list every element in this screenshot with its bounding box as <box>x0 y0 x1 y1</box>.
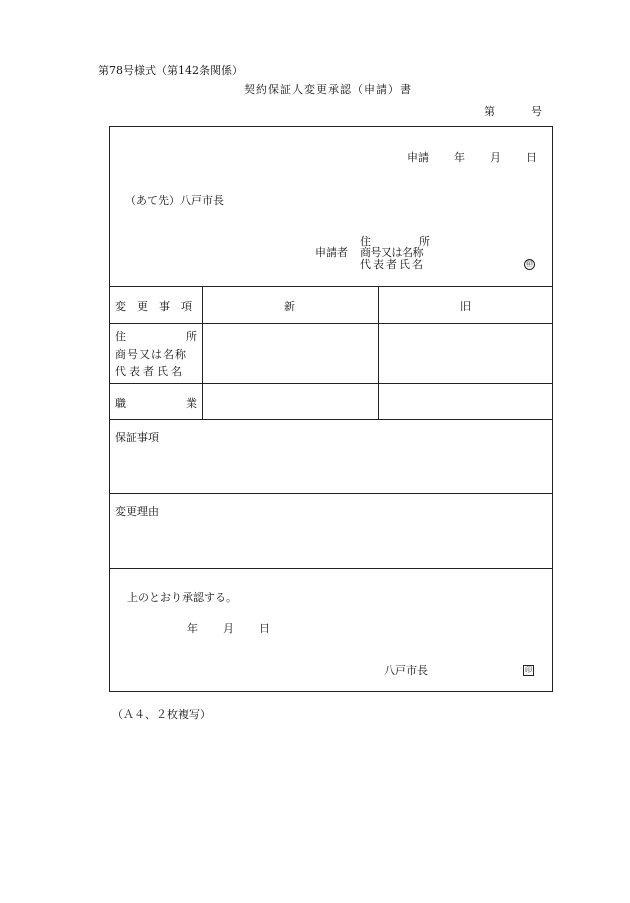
address-row-label <box>115 328 197 344</box>
reason-label: 変更理由 <box>115 505 159 518</box>
seal-icon: 印 <box>525 666 532 674</box>
application-year: 年 <box>454 151 465 164</box>
approval-day: 日 <box>259 622 270 635</box>
mayor-label: 八戸市長 <box>384 664 428 677</box>
trade-name-row-label: 商号又は名称 <box>115 348 187 361</box>
document-title: 契約保証人変更承認（申請）書 <box>244 83 412 96</box>
mayor-seal <box>523 662 534 676</box>
divider <box>110 419 552 420</box>
approval-text: 上のとおり承認する。 <box>127 591 237 604</box>
approval-month: 月 <box>223 622 234 635</box>
occupation-row-label <box>115 395 197 411</box>
representative-name-label: 代表者氏名 <box>360 258 425 271</box>
document-number-prefix: 第 <box>484 105 495 118</box>
divider <box>110 568 552 569</box>
application-day: 日 <box>526 151 537 164</box>
guarantee-label: 保証事項 <box>115 431 159 444</box>
new-address-cell[interactable] <box>203 324 377 382</box>
representative-row-label: 代表者氏名 <box>115 365 185 378</box>
address-char-2: 所 <box>186 330 197 343</box>
document-number-suffix: 号 <box>531 105 542 118</box>
divider <box>110 493 552 494</box>
address-char-1: 住 <box>115 330 126 343</box>
form-frame <box>109 126 553 692</box>
approval-year: 年 <box>187 622 198 635</box>
application-month: 月 <box>490 151 501 164</box>
occupation-char-2: 業 <box>186 397 197 410</box>
seal-icon: ㊞ <box>526 260 533 268</box>
address-char-2: 所 <box>419 235 430 248</box>
applicant-label: 申請者 <box>315 246 348 259</box>
applicant-seal <box>524 256 535 270</box>
new-column-header: 新 <box>284 300 295 313</box>
change-item-header: 変 更 事 項 <box>115 300 192 313</box>
form-number: 第78号様式（第142条関係） <box>98 64 243 77</box>
occupation-char-1: 職 <box>115 397 126 410</box>
trade-name-label: 商号又は名称 <box>360 246 423 259</box>
addressee: （あて先）八戸市長 <box>125 194 224 207</box>
application-label: 申請 <box>407 151 429 164</box>
old-column-header: 旧 <box>460 300 471 313</box>
divider <box>110 286 552 287</box>
address-char-1: 住 <box>360 235 371 248</box>
old-address-cell[interactable] <box>379 324 553 382</box>
footer-note: （Ａ４、２枚複写） <box>112 708 211 721</box>
old-occupation-cell[interactable] <box>379 384 553 418</box>
new-occupation-cell[interactable] <box>203 384 377 418</box>
